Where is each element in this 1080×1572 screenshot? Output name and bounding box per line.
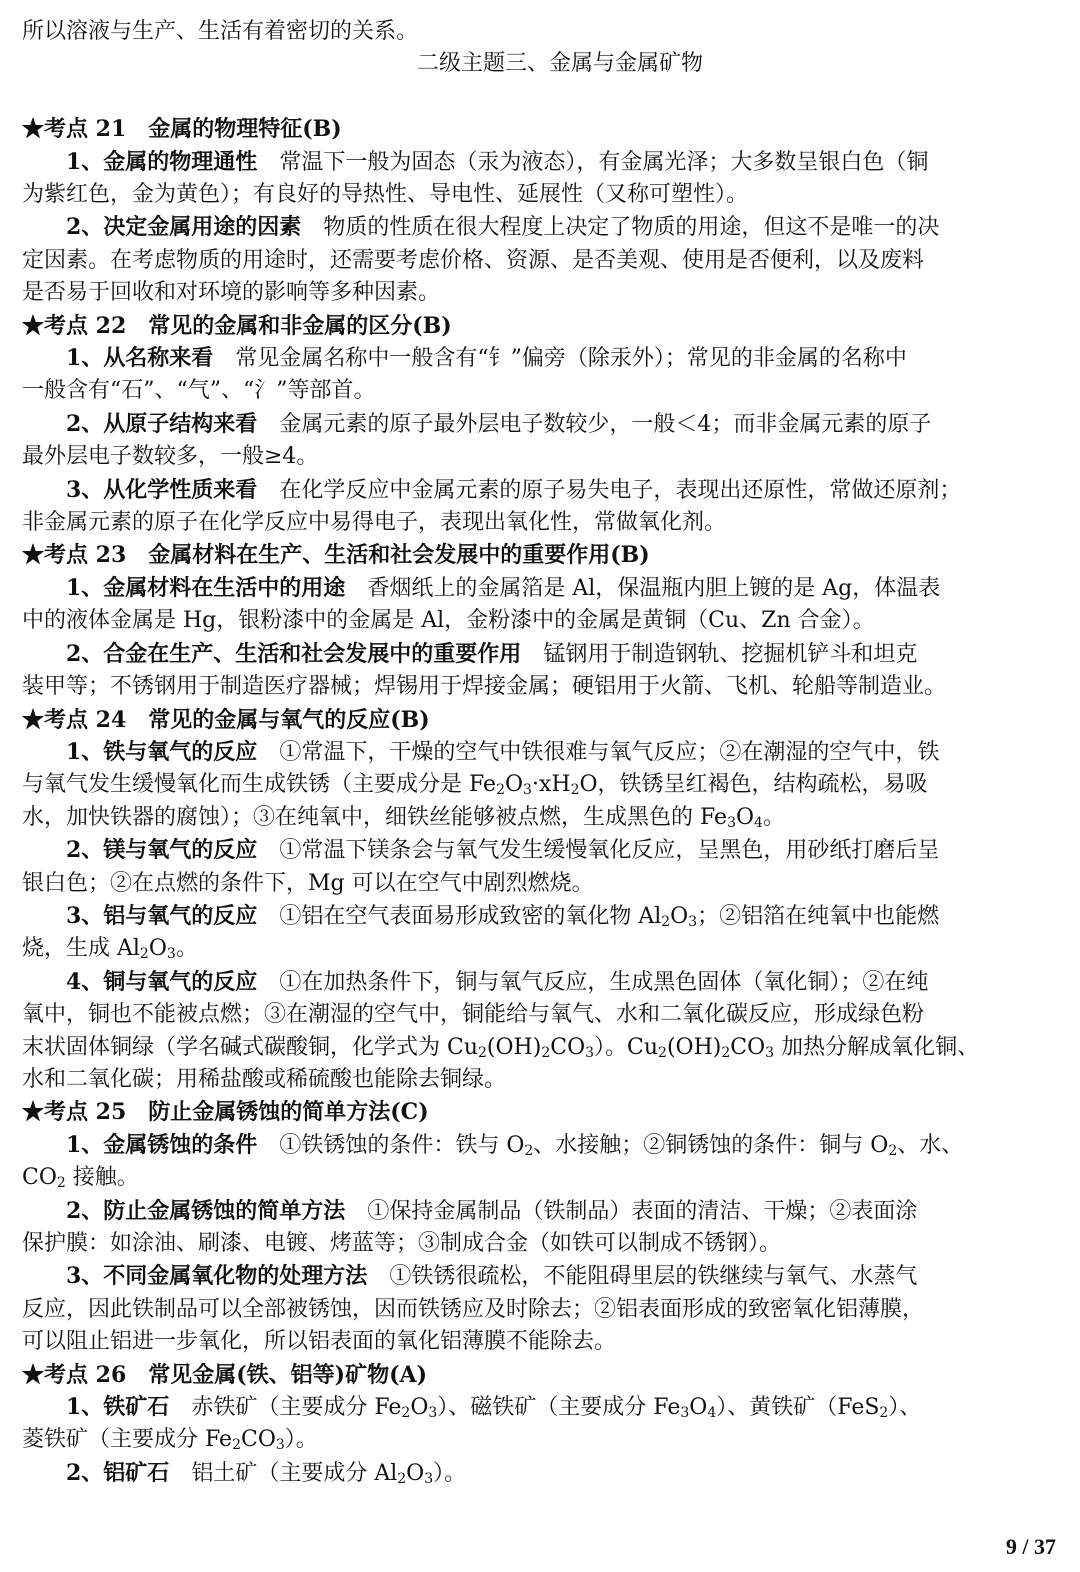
subscript: 2 [658,1044,667,1061]
k24-p3-line1: 3、铝与氧气的反应 ①铝在空气表面易形成致密的氧化物 $Al_2O_3$；②铝箔在纯氧中也能燃 [66,902,940,930]
k26-p1-lead: 1、铁矿石 [66,1394,170,1421]
subscript: 3 [585,1044,595,1061]
text-run: (OH) [486,1034,542,1060]
k23-p1-line2: 中的液体金属是 Hg，银粉漆中的金属是 Al，金粉漆中的金属是黄铜（Cu、Zn 合金）。 [22,608,875,634]
k26-p2-lead: 2、铝矿石 [66,1459,170,1486]
text-run: CO [550,1034,586,1060]
document-page [22,16,1058,1490]
k21-p1-line2: 为紫红色，金为黄色）；有良好的导热性、导电性、延展性（又称可塑性）。 [22,182,749,208]
text-run: O，铁锈呈红褐色，结构疏松，易吸 [579,772,928,798]
k24-p1-line1 [22,736,1058,769]
subscript: 2 [879,1405,889,1422]
text-run: ；②铝箔在纯氧中也能燃 [697,903,940,929]
k25-p2-line2: 保护膜：如涂油、刷漆、电镀、烤蓝等；③制成合金（如铁可以制成不锈钢）。 [22,1231,782,1257]
k25-heading: ★考点 25 防止金属锈蚀的简单方法(C) [22,1099,429,1126]
k23-p2-text: 锰钢用于制造钢轨、挖掘机铲斗和坦克 [543,641,918,667]
k24-p4-line4: 水和二氧化碳；用稀盐酸或稀硫酸也能除去铜绿。 [22,1066,507,1092]
k24-p2-line2: 银白色；②在点燃的条件下，Mg 可以在空气中剧烈燃烧。 [22,870,594,896]
text-run: ）、黄铁矿（FeS [716,1395,880,1421]
k25-p3-lead: 3、不同金属氧化物的处理方法 [66,1263,368,1290]
subscript: 2 [397,1470,407,1487]
k22-p2-lead: 2、从原子结构来看 [66,410,258,437]
k23-p2-line1 [22,638,1058,671]
text-run: CO [22,1165,57,1191]
subscript: 3 [765,1044,775,1061]
k26-heading: ★考点 26 常见金属(铁、铝等)矿物(A) [22,1361,427,1388]
k24-p2-line1 [22,834,1058,867]
text-run: ）。 [433,1460,467,1486]
k24-heading: ★考点 24 常见的金属与氧气的反应(B) [22,706,430,733]
k26-p1-line2 [22,1424,1058,1456]
text-run: 。 [175,936,198,962]
subscript: 4 [707,1405,717,1422]
k25-p1-line2 [22,1162,1058,1194]
k21-p2-line2: 定因素。在考虑物质的用途时，还需要考虑价格、资源、是否美观、使用是否便利，以及废料 [22,247,925,273]
k24-p2-lead: 2、镁与氧气的反应 [66,837,258,864]
subscript: 2 [496,782,505,799]
k24-p4-line3 [22,1032,1058,1064]
k21-p2-line3: 是否易于回收和对环境的影响等多种因素。 [22,280,441,306]
text-run: 接触。 [65,1165,139,1191]
k21-p1-text: 常温下一般为固态（汞为液态），有金属光泽；大多数呈银白色（铜 [279,149,929,175]
text-run: ）。Cu [594,1034,659,1060]
section-title: 二级主题三、金属与金属矿物 [416,51,703,77]
k25-p2-lead: 2、防止金属锈蚀的简单方法 [66,1197,346,1224]
text-run: ）、磁铁矿（主要成分 Fe [437,1395,681,1421]
k24-p3-line2: 烧，生成 $Al_2O_3$。 [22,936,198,963]
subscript: 2 [570,782,580,799]
k22-p1-line2: 一般含有“石”、“气”、“氵”等部首。 [22,378,376,404]
k21-p2-text: 物质的性质在很大程度上决定了物质的用途，但这不是唯一的决 [323,215,940,241]
subscript: 3 [166,946,176,963]
subscript: 2 [524,1142,534,1159]
k21-p2-line1 [22,211,1058,244]
k23-p1-line1 [22,572,1058,605]
text-run: CO [241,1427,276,1453]
text-run: 赤铁矿（主要成分 Fe [191,1395,402,1421]
subscript: 2 [139,946,149,963]
text-run: ·xH [531,772,571,798]
k22-heading: ★考点 22 常见的金属和非金属的区分(B) [22,312,452,339]
k22-p2-line2: 最外层电子数较多，一般≥4。 [22,444,319,470]
text-run: 菱铁矿（主要成分 Fe [22,1427,233,1453]
text-run: 与氧气发生缓慢氧化而生成铁锈（主要成分是 Fe [22,772,497,798]
spacer [22,81,1058,113]
subscript: 4 [754,814,763,831]
text-run: 铝土矿（主要成分 Al [191,1460,398,1486]
k26-p2-line1: 2、铝矿石 铝土矿（主要成分 $Al_2O_3$）。 [66,1459,467,1487]
text-run: CO [730,1034,766,1060]
k25-p2-line1 [22,1195,1058,1228]
subscript: 2 [661,913,671,930]
k26-p1-line1: 1、铁矿石 赤铁矿（主要成分 $Fe_2O_3$）、磁铁矿（主要成分 $Fe_3O_4$）、黄铁矿（FeS$_2$）、 [66,1394,922,1422]
intro-line: 所以溶液与生产、生活有着密切的关系。 [22,19,419,44]
k21-p1-lead: 1、金属的物理通性 [66,148,258,175]
k23-heading: ★考点 23 金属材料在生产、生活和社会发展中的重要作用(B) [22,542,650,569]
k24-p1-text: ①常温下，干燥的空气中铁很难与氧气反应；②在潮湿的空气中，铁 [279,739,940,765]
subscript: 2 [478,1044,487,1061]
k24-p3-lead: 3、铝与氧气的反应 [66,902,258,929]
k22-p3-line1 [22,474,1058,507]
k24-p1-line3: 水，加快铁器的腐蚀）；③在纯氧中，细铁丝能够被点燃，生成黑色的 $Fe_3O_4$。 [22,804,785,831]
subscript: 2 [56,1175,66,1192]
k22-p1-text: 常见金属名称中一般含有“钅”偏旁（除汞外）；常见的非金属的名称中 [235,346,907,372]
text-run: (OH) [666,1034,722,1060]
text-run: 烧，生成 Al [22,936,140,962]
k22-p2-text: 金属元素的原子最外层电子数较少，一般＜4；而非金属元素的原子 [279,411,932,437]
k22-p2-line1 [22,408,1058,441]
k25-p3-text: ①铁锈很疏松，不能阻碍里层的铁继续与氧气、水蒸气 [389,1264,918,1290]
text-run: ）。 [284,1427,318,1453]
k25-p3-line2: 反应，因此铁制品可以全部被锈蚀，因而铁锈应及时除去；②铝表面形成的致密氧化铝薄膜， [22,1296,925,1322]
k21-p1-line1 [22,146,1058,179]
k22-p3-line2: 非金属元素的原子在化学反应中易得电子，表现出氧化性，常做氧化剂。 [22,510,727,536]
k21-heading: ★考点 21 金属的物理特征(B) [22,116,342,143]
text-run: 加热分解成氧化铜、 [774,1034,980,1060]
text-run: ①铝在空气表面易形成致密的氧化物 Al [279,903,662,929]
text-run: 。 [762,804,785,830]
subscript: 3 [523,782,532,799]
subscript: 3 [680,1405,690,1422]
k23-p1-lead: 1、金属材料在生活中的用途 [66,574,346,601]
page-number: 9 / 37 [1005,1534,1056,1559]
k25-p3-line1 [22,1260,1058,1293]
subscript: 2 [721,1044,731,1061]
k25-p2-text: ①保持金属制品（铁制品）表面的清洁、干燥；②表面涂 [367,1198,918,1224]
subscript: 2 [541,1044,551,1061]
subscript: 3 [424,1470,434,1487]
k24-p2-text: ①常温下镁条会与氧气发生缓慢氧化反应，呈黑色，用砂纸打磨后呈 [279,838,940,864]
subscript: 3 [275,1437,285,1454]
k24-p4-line2: 氧中，铜也不能被点燃；③在潮湿的空气中，铜能给与氧气、水和二氧化碳反应，形成绿色粉 [22,1002,925,1028]
k24-p4-line1 [22,966,1058,999]
k23-p2-line2: 装甲等；不锈钢用于制造医疗器械；焊锡用于焊接金属；硬铝用于火箭、飞机、轮船等制造业。 [22,674,947,700]
subscript: 3 [727,814,736,831]
k22-p3-lead: 3、从化学性质来看 [66,476,258,503]
k22-p1-lead: 1、从名称来看 [66,345,214,372]
text-run: 、水接触；②铜锈蚀的条件：铜与 O [533,1132,889,1158]
subscript: 3 [428,1405,438,1422]
text-run: 末状固体铜绿（学名碱式碳酸铜，化学式为 Cu [22,1034,478,1060]
k23-p1-text: 香烟纸上的金属箔是 Al，保温瓶内胆上镀的是 Ag，体温表 [367,575,941,601]
subscript: 3 [688,913,698,930]
k24-p4-lead: 4、铜与氧气的反应 [66,968,258,995]
k22-p3-text: 在化学反应中金属元素的原子易失电子，表现出还原性，常做还原剂； [279,477,962,503]
k22-p1-line1 [22,342,1058,375]
k24-p1-line2: 与氧气发生缓慢氧化而生成铁锈（主要成分是 $Fe_2O_3\cdot xH_2O$，铁锈呈红褐色，结构疏松，易吸 [22,772,928,799]
k25-p1-line1 [22,1129,1058,1162]
k24-p1-lead: 1、铁与氧气的反应 [66,738,258,765]
k21-p2-lead: 2、决定金属用途的因素 [66,214,302,241]
text-run: ）、 [888,1395,922,1421]
text-run: 水，加快铁器的腐蚀）；③在纯氧中，细铁丝能够被点燃，生成黑色的 Fe [22,804,728,830]
k25-p3-line3: 可以阻止铝进一步氧化，所以铝表面的氧化铝薄膜不能除去。 [22,1329,617,1355]
subscript: 2 [232,1437,241,1454]
text-run: ①铁锈蚀的条件：铁与 O [279,1132,525,1158]
subscript: 2 [888,1142,898,1159]
k25-p1-lead: 1、金属锈蚀的条件 [66,1131,258,1158]
subscript: 2 [401,1405,411,1422]
k24-p4-text: ①在加热条件下，铜与氧气反应，生成黑色固体（氧化铜）；②在纯 [279,969,929,995]
text-run: 、水、 [897,1132,964,1158]
k23-p2-lead: 2、合金在生产、生活和社会发展中的重要作用 [66,640,522,667]
